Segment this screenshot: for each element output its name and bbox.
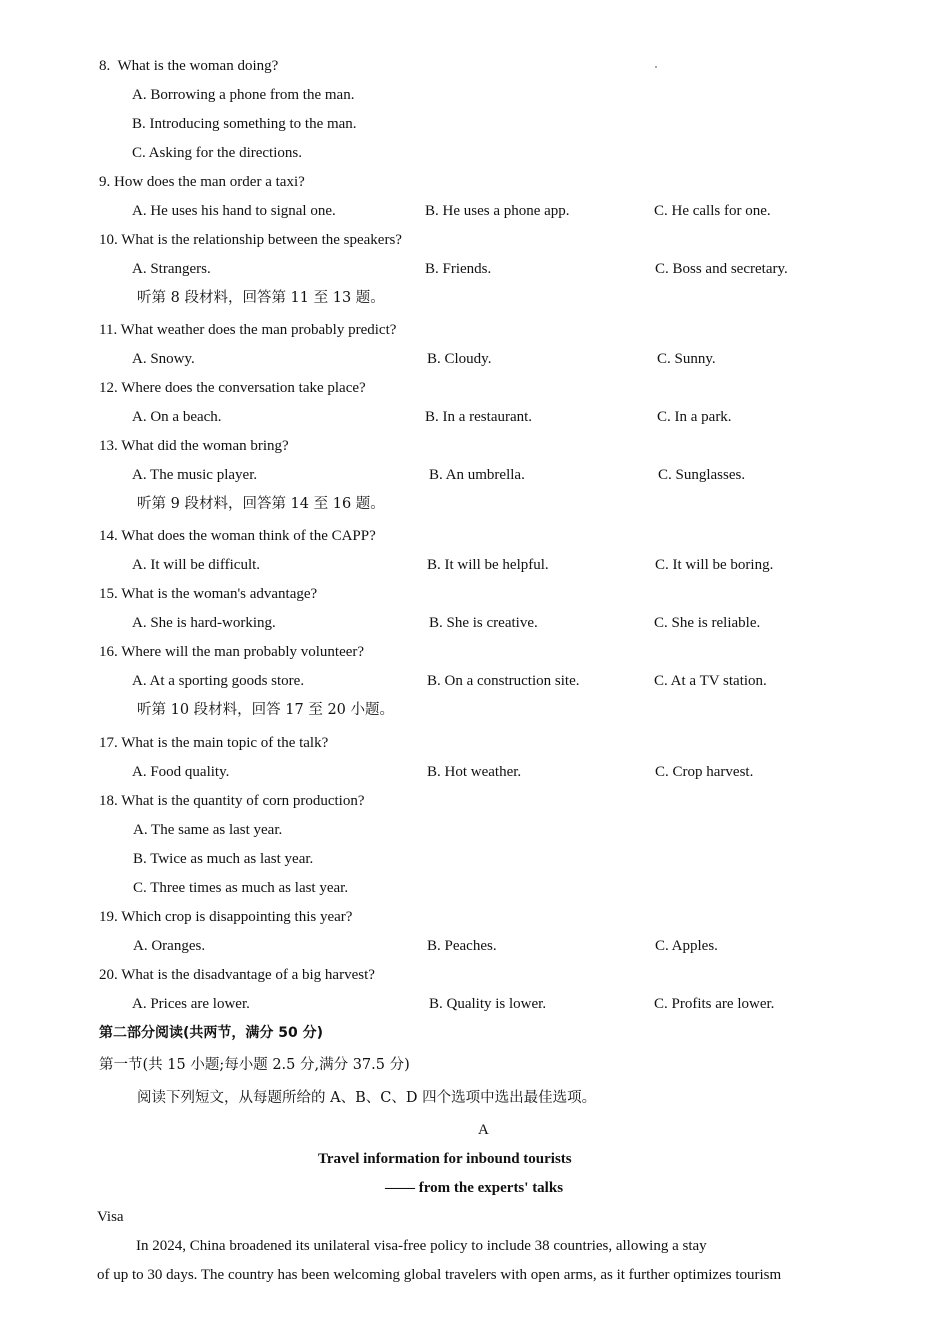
q12-option-c: C. In a park. xyxy=(657,409,732,425)
section-one-title: 第一节(共 15 小题;每小题 2.5 分,满分 37.5 分) xyxy=(99,1057,410,1073)
passage-letter: A xyxy=(478,1122,489,1138)
q17-option-c: C. Crop harvest. xyxy=(655,764,754,780)
section-8-instruction: 听第 8 段材料，回答第 11 至 13 题。 xyxy=(137,290,385,306)
q9-option-a: A. He uses his hand to signal one. xyxy=(132,203,336,219)
q8-option-b: B. Introducing something to the man. xyxy=(132,116,357,132)
q8-option-a: A. Borrowing a phone from the man. xyxy=(132,87,355,103)
question-8: 8. What is the woman doing? xyxy=(99,58,279,74)
q12-option-b: B. In a restaurant. xyxy=(425,409,533,425)
paragraph-line-2: of up to 30 days. The country has been welcoming global travelers with open arms, as it further optimizes tourism xyxy=(97,1267,782,1283)
question-17: 17. What is the main topic of the talk? xyxy=(99,735,329,751)
q14-option-c: C. It will be boring. xyxy=(655,557,774,573)
q16-option-a: A. At a sporting goods store. xyxy=(132,673,305,689)
part-two-title: 第二部分阅读(共两节，满分 50 分) xyxy=(99,1025,324,1041)
q14-option-b: B. It will be helpful. xyxy=(427,557,549,573)
question-18: 18. What is the quantity of corn production? xyxy=(99,793,365,809)
question-10: 10. What is the relationship between the speakers? xyxy=(99,232,402,248)
passage-title: Travel information for inbound tourists xyxy=(318,1151,572,1167)
q17-option-b: B. Hot weather. xyxy=(427,764,522,780)
q14-option-a: A. It will be difficult. xyxy=(132,557,261,573)
stray-mark xyxy=(655,66,657,68)
reading-instructions: 阅读下列短文，从每题所给的 A、B、C、D 四个选项中选出最佳选项。 xyxy=(137,1090,597,1106)
passage-subtitle: —— from the experts' talks xyxy=(385,1180,564,1196)
paragraph-line-1: In 2024, China broadened its unilateral visa-free policy to include 38 countries, allowing a stay xyxy=(136,1238,707,1254)
q12-option-a: A. On a beach. xyxy=(132,409,222,425)
q16-option-c: C. At a TV station. xyxy=(654,673,767,689)
q15-option-c: C. She is reliable. xyxy=(654,615,761,631)
question-16: 16. Where will the man probably volunteer? xyxy=(99,644,365,660)
q11-option-c: C. Sunny. xyxy=(657,351,716,367)
q20-option-c: C. Profits are lower. xyxy=(654,996,775,1012)
q16-option-b: B. On a construction site. xyxy=(427,673,580,689)
q20-option-a: A. Prices are lower. xyxy=(132,996,250,1012)
question-20: 20. What is the disadvantage of a big harvest? xyxy=(99,967,375,983)
q18-option-b: B. Twice as much as last year. xyxy=(133,851,314,867)
question-12: 12. Where does the conversation take place? xyxy=(99,380,366,396)
q10-option-b: B. Friends. xyxy=(425,261,492,277)
q8-option-c: C. Asking for the directions. xyxy=(132,145,302,161)
question-9: 9. How does the man order a taxi? xyxy=(99,174,305,190)
q13-option-a: A. The music player. xyxy=(132,467,258,483)
question-11: 11. What weather does the man probably predict? xyxy=(99,322,397,338)
q9-option-b: B. He uses a phone app. xyxy=(425,203,570,219)
q11-option-a: A. Snowy. xyxy=(132,351,195,367)
question-19: 19. Which crop is disappointing this year? xyxy=(99,909,353,925)
q19-option-c: C. Apples. xyxy=(655,938,718,954)
q19-option-b: B. Peaches. xyxy=(427,938,497,954)
q18-option-a: A. The same as last year. xyxy=(133,822,283,838)
q20-option-b: B. Quality is lower. xyxy=(429,996,547,1012)
q11-option-b: B. Cloudy. xyxy=(427,351,492,367)
section-10-instruction: 听第 10 段材料，回答 17 至 20 小题。 xyxy=(137,702,395,718)
q18-option-c: C. Three times as much as last year. xyxy=(133,880,349,896)
q17-option-a: A. Food quality. xyxy=(132,764,230,780)
q15-option-a: A. She is hard-working. xyxy=(132,615,276,631)
heading-visa: Visa xyxy=(97,1209,124,1225)
q10-option-a: A. Strangers. xyxy=(132,261,211,277)
q15-option-b: B. She is creative. xyxy=(429,615,538,631)
question-15: 15. What is the woman's advantage? xyxy=(99,586,318,602)
question-13: 13. What did the woman bring? xyxy=(99,438,289,454)
question-14: 14. What does the woman think of the CAPP? xyxy=(99,528,376,544)
q10-option-c: C. Boss and secretary. xyxy=(655,261,788,277)
q19-option-a: A. Oranges. xyxy=(133,938,206,954)
section-9-instruction: 听第 9 段材料，回答第 14 至 16 题。 xyxy=(137,496,385,512)
q9-option-c: C. He calls for one. xyxy=(654,203,771,219)
q13-option-b: B. An umbrella. xyxy=(429,467,525,483)
q13-option-c: C. Sunglasses. xyxy=(658,467,746,483)
